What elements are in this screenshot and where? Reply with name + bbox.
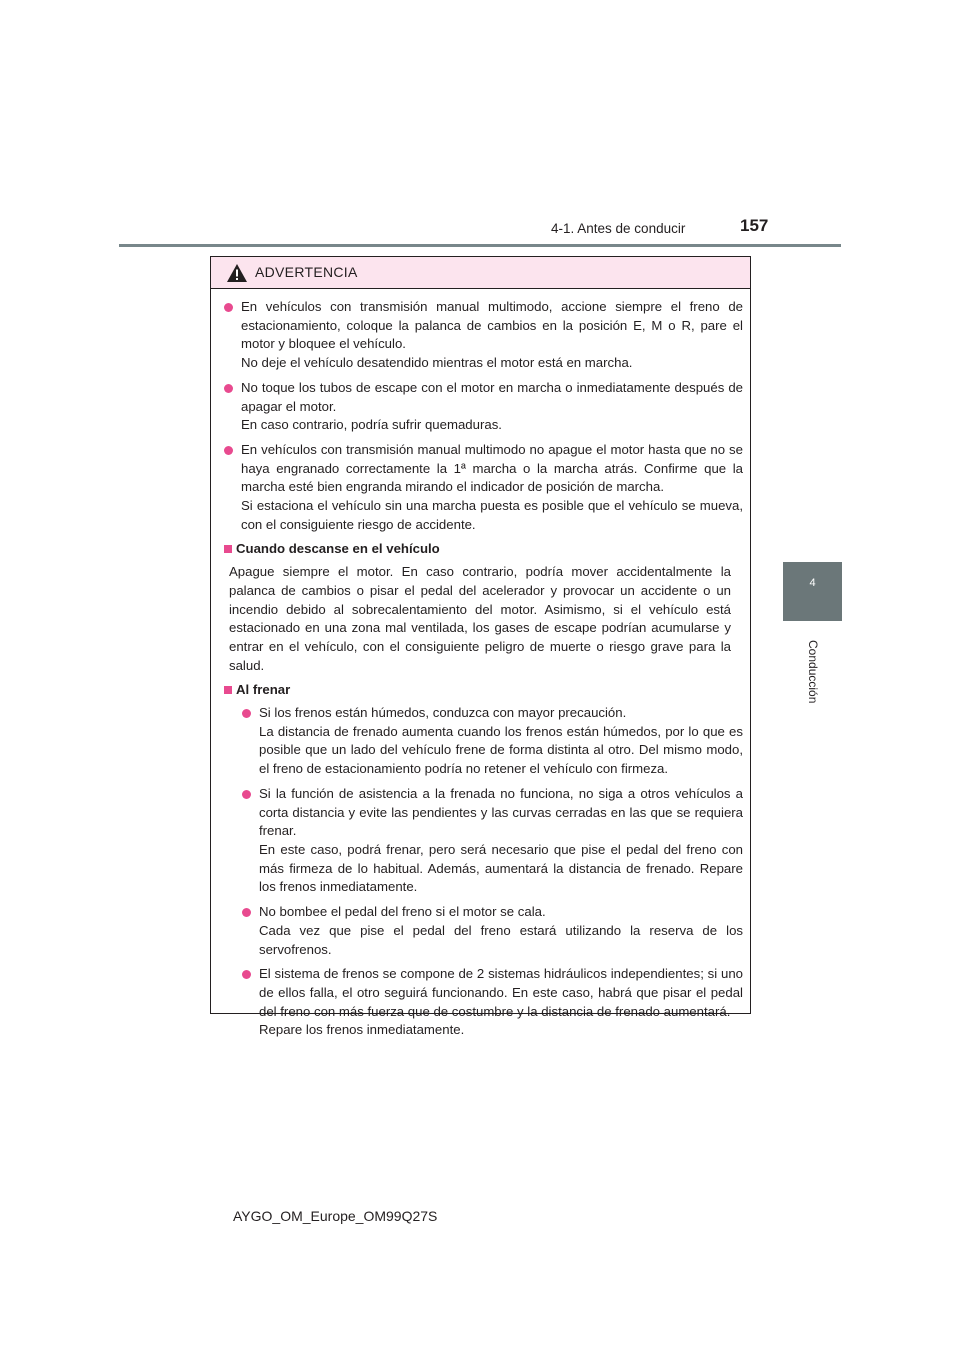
warning-item-text: Repare los frenos inmediatamente. xyxy=(259,1022,465,1038)
warning-body xyxy=(211,298,750,1046)
bullet-icon xyxy=(224,303,233,312)
section-paragraph: Apague siempre el motor. En caso contrario, podría mover accidentalmente la palanca de cambios o pisar el pedal del acelerador y provocar un accidente o un incendio debido al sobrecalentamiento del motor. Asimismo, si el vehículo está estacionado en una zona mal ventilada, los gases de escape podrían acumularse y entrar en el vehículo, con el consiguiente peligro de muerte o riesgo grave para la salud. xyxy=(229,564,731,673)
warning-item xyxy=(223,441,743,535)
warning-item xyxy=(241,704,743,779)
header-divider xyxy=(119,244,841,247)
bullet-icon xyxy=(242,790,251,799)
chapter-label-text: Conducción xyxy=(805,640,820,704)
warning-item-text: No bombee el pedal del freno si el motor se cala. xyxy=(259,904,546,920)
warning-item-text: En este caso, podrá frenar, pero será necesario que pise el pedal del freno con más firmeza de lo habitual. Además, aumentará la distancia de frenado. Repare los frenos inmediatamente. xyxy=(259,841,743,895)
chapter-number: 4 xyxy=(809,577,816,589)
section-heading-text: Al frenar xyxy=(236,682,291,698)
section-heading-rest xyxy=(223,540,743,559)
warning-header xyxy=(211,257,750,289)
page-number: 157 xyxy=(740,216,769,235)
warning-title: ADVERTENCIA xyxy=(255,264,358,280)
warning-item-text: No toque los tubos de escape con el motor en marcha o inmediatamente después de apagar el motor. xyxy=(241,379,743,414)
warning-box xyxy=(210,256,751,1038)
bullet-icon xyxy=(242,970,251,979)
chapter-tab xyxy=(783,562,842,621)
warning-item-text: En vehículos con transmisión manual multimodo, accione siempre el freno de estacionamiento, coloque la palanca de cambios en la posición E, M o R, pare el motor y bloquee el vehículo. xyxy=(241,299,743,352)
square-bullet-icon xyxy=(224,686,232,694)
warning-item-text: En caso contrario, podría sufrir quemaduras. xyxy=(241,417,502,433)
warning-item-text: La distancia de frenado aumenta cuando los frenos están húmedos, por lo que es posible que un lado del vehículo frene de forma distinta al otro. Del mismo modo, el freno de estacionamiento podría no retener el vehículo con firmeza. xyxy=(259,723,743,777)
warning-item-text: Cada vez que pise el pedal del freno estará utilizando la reserva de los servofrenos. xyxy=(259,922,743,957)
footer-document-code: AYGO_OM_Europe_OM99Q27S xyxy=(233,1208,438,1224)
warning-item xyxy=(223,379,743,435)
section-heading-brake xyxy=(223,681,743,700)
warning-item xyxy=(241,785,743,897)
warning-item xyxy=(223,298,743,373)
warning-item-text: Si la función de asistencia a la frenada no funciona, no siga a otros vehículos a corta distancia y evite las pendientes y las curvas cerradas en las que se requiera frenar. xyxy=(259,785,743,839)
chapter-label xyxy=(783,640,842,720)
warning-triangle-icon xyxy=(226,263,248,283)
bullet-icon xyxy=(242,908,251,917)
section-heading-text: Cuando descanse en el vehículo xyxy=(236,541,440,557)
warning-item-text: No deje el vehículo desatendido mientras el motor está en marcha. xyxy=(241,355,633,371)
warning-item xyxy=(241,903,743,959)
bullet-icon xyxy=(242,709,251,718)
warning-item-text: En vehículos con transmisión manual multimodo no apague el motor hasta que no se haya engranado correctamente la 1ª marcha o la marcha atrás. Confirme que la marcha esté bien engranda mirando el indicador de posición de marcha. xyxy=(241,441,743,495)
warning-item-text: Si los frenos están húmedos, conduzca con mayor precaución. xyxy=(259,705,627,721)
warning-item xyxy=(241,965,743,1040)
bullet-icon xyxy=(224,384,233,393)
bullet-icon xyxy=(224,446,233,455)
square-bullet-icon xyxy=(224,545,232,553)
brake-items xyxy=(223,704,743,1040)
warning-item-text: El sistema de frenos se compone de 2 sistemas hidráulicos independientes; si uno de ellos falla, el otro seguirá funcionando. En este caso, habrá que pisar el pedal del freno con más fuerza que de costumbre y la distancia de frenado aumentará. xyxy=(259,966,743,1019)
header-section-title: 4-1. Antes de conducir xyxy=(551,221,686,236)
warning-item-text: Si estaciona el vehículo sin una marcha puesta es posible que el vehículo se mueva, con el consiguiente riesgo de accidente. xyxy=(241,498,743,532)
